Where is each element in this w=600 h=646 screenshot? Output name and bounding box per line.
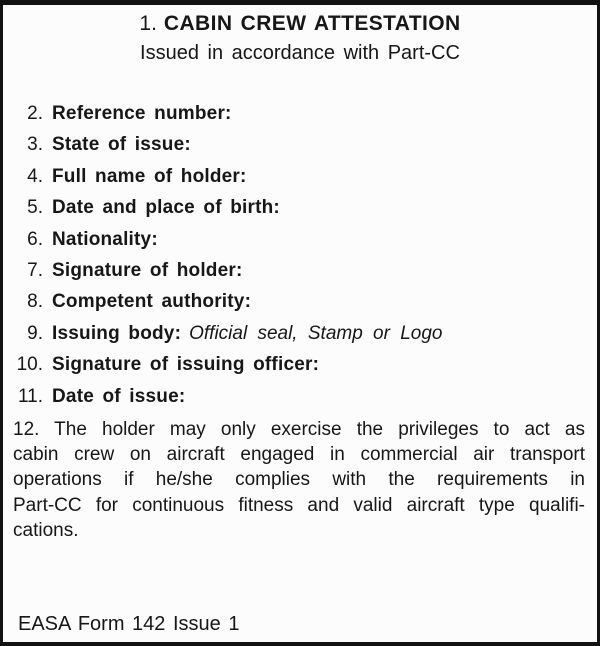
title-number: 1. bbox=[139, 12, 157, 35]
field-row-reference-number bbox=[3, 98, 597, 129]
document-title bbox=[3, 12, 597, 36]
field-label: Signature of holder: bbox=[52, 260, 243, 282]
field-label: Nationality: bbox=[52, 228, 158, 250]
field-label: Signature of issuing officer: bbox=[52, 354, 320, 376]
field-number: 3. bbox=[27, 134, 43, 156]
title-text: CABIN CREW ATTESTATION bbox=[163, 12, 461, 35]
field-number: 9. bbox=[27, 322, 43, 344]
clause-line: cations. bbox=[13, 519, 79, 541]
field-row-date-of-issue bbox=[3, 381, 597, 412]
field-label: Full name of holder: bbox=[52, 165, 247, 187]
field-number: 6. bbox=[27, 228, 43, 250]
field-note: Official seal, Stamp or Logo bbox=[189, 322, 443, 344]
field-label: Date and place of birth: bbox=[52, 197, 280, 219]
clause-paragraph-12 bbox=[13, 417, 585, 543]
field-row-full-name bbox=[3, 161, 597, 192]
field-number: 11. bbox=[17, 385, 43, 407]
field-row-issuing-body bbox=[3, 318, 597, 349]
field-label: Date of issue: bbox=[52, 385, 186, 407]
field-number: 10. bbox=[16, 354, 43, 376]
clause-line: 12. The holder may only exercise the privileges to act as bbox=[13, 419, 585, 441]
clause-line: operations if he/she complies with the requirements in bbox=[13, 469, 585, 491]
field-label: Reference number: bbox=[52, 103, 232, 124]
document-subtitle: Issued in accordance with Part-CC bbox=[140, 42, 460, 64]
clause-line: Part-CC for continuous fitness and valid aircraft type qualifi- bbox=[13, 494, 585, 516]
field-number: 5. bbox=[27, 197, 43, 219]
field-label: Issuing body: bbox=[52, 322, 182, 344]
field-number: 8. bbox=[27, 291, 43, 313]
field-row-birth bbox=[3, 192, 597, 223]
form-reference: EASA Form 142 Issue 1 bbox=[18, 613, 240, 635]
fields-list bbox=[3, 98, 597, 412]
field-row-signature-officer bbox=[3, 349, 597, 380]
field-number: 7. bbox=[27, 260, 43, 282]
field-label: Competent authority: bbox=[52, 291, 252, 313]
field-number: 4. bbox=[27, 165, 43, 187]
field-label: State of issue: bbox=[52, 134, 191, 156]
field-row-nationality bbox=[3, 224, 597, 255]
field-row-signature-holder bbox=[3, 255, 597, 286]
field-row-competent-authority bbox=[3, 286, 597, 317]
field-row-state-of-issue bbox=[3, 129, 597, 160]
clause-line: cabin crew on aircraft engaged in commercial air transport bbox=[13, 444, 585, 466]
field-number: 2. bbox=[27, 103, 43, 124]
